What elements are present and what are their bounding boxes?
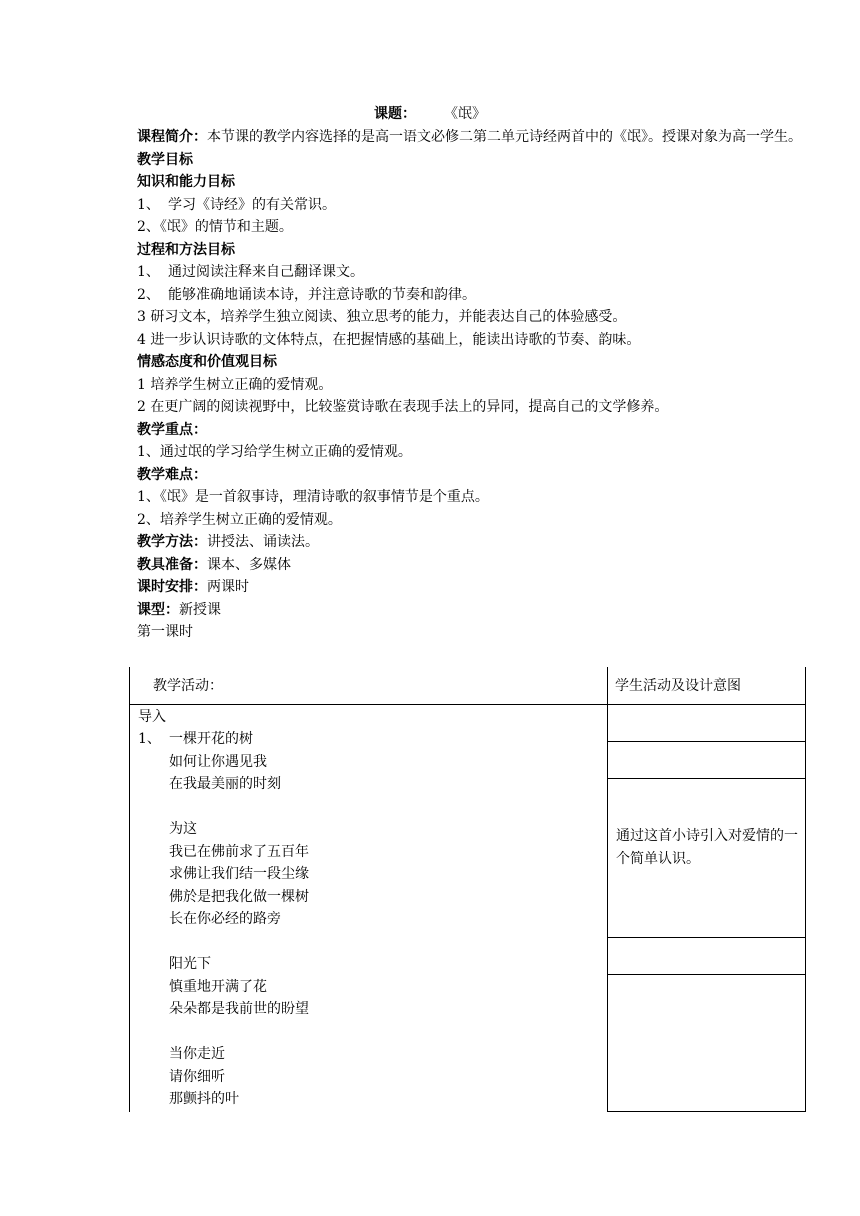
course-intro: 课程简介：本节课的教学内容选择的是高一语文必修二第二单元诗经两首中的《氓》。授课对象为高一学生。 [137, 129, 802, 145]
knowledge-heading: 知识和能力目标 [137, 174, 235, 190]
poem-line: 当你走近 [169, 1046, 225, 1062]
table-border-right [805, 667, 806, 1112]
title-text: 《氓》 [444, 106, 486, 122]
poem [138, 728, 309, 1111]
table-border-left [129, 667, 130, 1112]
poem-line: 那颤抖的叶 [169, 1091, 239, 1107]
row-divider [607, 937, 806, 938]
knowledge-item: 1、 学习《诗经》的有关常识。 [137, 196, 336, 213]
poem-line: 请你细听 [169, 1068, 225, 1085]
difficulty-item: 1、《氓》是一首叙事诗，理清诗歌的叙事情节是个重点。 [137, 489, 489, 505]
row-divider [607, 1111, 806, 1112]
knowledge-item: 2、《氓》的情节和主题。 [137, 219, 293, 235]
period-label: 第一课时 [137, 624, 193, 640]
col-header-activities: 教学活动： [153, 678, 223, 694]
poem-line: 我已在佛前求了五百年 [169, 843, 309, 860]
key-points-heading: 教学重点： [137, 421, 207, 438]
header-divider [129, 704, 806, 705]
emotion-item: 1 培养学生树立正确的爱情观。 [137, 376, 333, 393]
poem-line: 求佛让我们结一段尘缘 [169, 866, 309, 882]
difficulties-heading: 教学难点： [137, 466, 207, 483]
poem-line: 佛於是把我化做一棵树 [169, 888, 309, 905]
goals-heading: 教学目标 [137, 151, 193, 168]
process-item: 2、 能够准确地诵读本诗，并注意诗歌的节奏和韵律。 [137, 286, 476, 303]
emotion-item: 2 在更广阔的阅读视野中，比较鉴赏诗歌在表现手法上的异同，提高自己的文学修养。 [137, 399, 669, 415]
process-item: 3 研习文本，培养学生独立阅读、独立思考的能力，并能表达自己的体验感受。 [137, 309, 627, 325]
teaching-method: 教学方法：讲授法、诵读法。 [137, 534, 319, 550]
poem-blank [138, 1021, 309, 1044]
schedule: 课时安排：两课时 [137, 579, 249, 595]
row-divider [607, 741, 806, 742]
page-title [0, 103, 860, 123]
process-heading: 过程和方法目标 [137, 241, 235, 258]
poem-line: 1、 一棵开花的树 [138, 731, 253, 747]
process-item: 4 进一步认识诗歌的文体特点，在把握情感的基础上，能读出诗歌的节奏、韵味。 [137, 331, 641, 348]
poem-blank [138, 796, 309, 819]
title-label: 课题： [374, 106, 416, 122]
teaching-tools: 教具准备：课本、多媒体 [137, 556, 291, 573]
poem-line: 在我最美丽的时刻 [169, 776, 281, 792]
process-item: 1、 通过阅读注释来自己翻译课文。 [137, 264, 364, 280]
intro-label: 导入 [138, 709, 166, 725]
poem-line: 长在你必经的路旁 [169, 911, 281, 927]
poem-line: 慎重地开满了花 [169, 978, 267, 995]
poem-blank [138, 931, 309, 954]
poem-line: 阳光下 [169, 956, 211, 972]
design-intent-note: 通过这首小诗引入对爱情的一个简单认识。 [616, 828, 798, 867]
poem-line: 朵朵都是我前世的盼望 [169, 1001, 309, 1017]
emotion-heading: 情感态度和价值观目标 [137, 354, 277, 370]
key-point-item: 1、通过氓的学习给学生树立正确的爱情观。 [137, 444, 412, 460]
lesson-type: 课型：新授课 [137, 601, 221, 618]
row-divider [607, 778, 806, 779]
difficulty-item: 2、培养学生树立正确的爱情观。 [137, 511, 342, 528]
lesson-table [129, 667, 806, 1112]
row-divider [607, 974, 806, 975]
poem-line: 为这 [169, 821, 197, 837]
poem-line: 如何让你遇见我 [169, 753, 267, 770]
table-column-divider [607, 667, 608, 1112]
lesson-plan-body [137, 126, 812, 644]
col-header-student-activity: 学生活动及设计意图 [615, 678, 741, 694]
